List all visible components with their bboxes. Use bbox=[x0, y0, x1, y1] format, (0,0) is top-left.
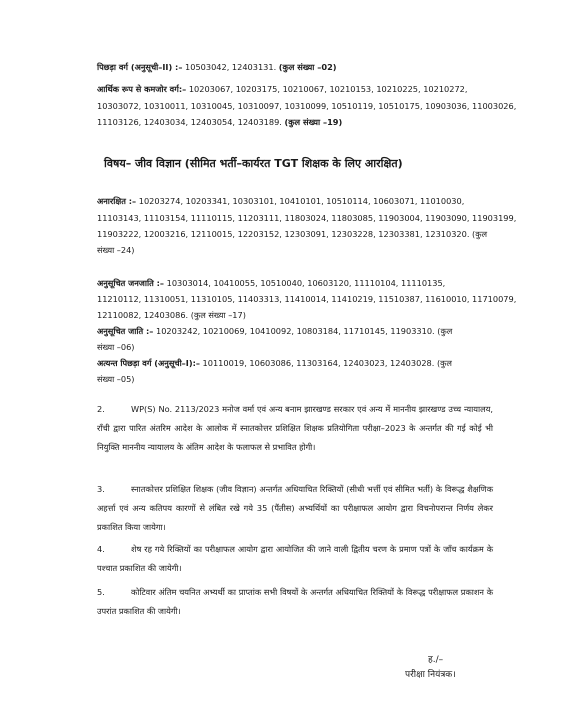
st-codes-1: 10303014, 10410055, 10510040, 10603120, 11110104, 11110135, bbox=[166, 278, 446, 288]
backward-i-line-1 bbox=[97, 358, 452, 369]
sc-label: अनुसूचित जाति :– bbox=[97, 326, 154, 336]
paragraph-3-text: स्नातकोत्तर प्रशिक्षित शिक्षक (जीव विज्ञान) अन्तर्गत अधियाचित रिक्तियों (सीधी भर्त्ती एवं सीमित भर्ती) के विरूद्ध शैक्षणिक अहर्त्ता एवं अन्य कतिपय कारणों से लंबित रखे गये 35 (पैंतीस) अभ्यर्थियों का परीक्षाफल आयोग द्वारा विचनोपरान्त निर्णय लेकर प्रकाशित किया जायेगा। bbox=[97, 484, 493, 532]
paragraph-4-number: 4. bbox=[97, 544, 105, 554]
paragraph-5-number: 5. bbox=[97, 587, 105, 597]
paragraph-5-text: कोटिवार अंतिम चयनित अभ्यर्थी का प्राप्तांक सभी विषयों के अन्तर्गत अधियाचित रिक्तियों के विरूद्ध परीक्षाफल प्रकाशन के उपरांत प्रकाशित की जायेगी। bbox=[97, 587, 493, 616]
sc-codes-1: 10203242, 10210069, 10410092, 10803184, 11710145, 11903310. (कुल bbox=[155, 326, 453, 336]
backward-ii-codes: 10503042, 12403131. bbox=[185, 62, 277, 72]
signature-sd: ह./– bbox=[428, 655, 444, 665]
unreserved-line-3: 11903222, 12003216, 12110015, 12203152, 12303091, 12303228, 12303381, 12310320. (कुल bbox=[97, 229, 488, 239]
st-line-3: 12110082, 12403086. (कुल संख्या –17) bbox=[97, 310, 246, 320]
st-line-1 bbox=[97, 278, 445, 289]
subject-heading: विषय– जीव विज्ञान (सीमित भर्ती–कार्यरत TGT शिक्षक के लिए आरक्षित) bbox=[104, 157, 403, 170]
ews-count: (कुल संख्या –19) bbox=[284, 117, 343, 127]
backward-ii-label: पिछड़ा वर्ग (अनुसूची–II) :– bbox=[97, 62, 183, 72]
st-line-2: 11210112, 11310051, 11310105, 11403313, 11410014, 11410219, 11510387, 11610010, 11710079, bbox=[97, 294, 517, 304]
unreserved-label: अनारक्षित :– bbox=[97, 196, 137, 206]
sc-line-1 bbox=[97, 326, 452, 337]
paragraph-2-number: 2. bbox=[97, 404, 105, 414]
ews-codes-3: 11103126, 12403034, 12403054, 12403189. bbox=[97, 117, 282, 127]
ews-line-1 bbox=[97, 84, 468, 95]
backward-i-label: अत्यन्त पिछड़ा वर्ग (अनुसूची–I):– bbox=[97, 358, 200, 368]
ews-codes-1: 10203067, 10203175, 10210067, 10210153, 10210225, 10210272, bbox=[188, 84, 468, 94]
paragraph-3-number: 3. bbox=[97, 484, 105, 494]
paragraph-5 bbox=[97, 583, 493, 621]
backward-ii-count: (कुल संख्या –02) bbox=[278, 62, 337, 72]
ews-label: आर्थिक रूप से कमजोर वर्ग:– bbox=[97, 84, 187, 94]
ews-line-3 bbox=[97, 117, 342, 128]
unreserved-line-1 bbox=[97, 196, 464, 207]
signature-designation: परीक्षा नियंत्रक। bbox=[405, 670, 456, 680]
unreserved-codes-1: 10203274, 10203341, 10303101, 10410101, 10510114, 10603071, 11010030, bbox=[138, 196, 465, 206]
paragraph-4-text: शेष रह गये रिक्तियों का परीक्षाफल आयोग द्वारा आयोजित की जाने वाली द्वितीय चरण के प्रमाण पत्रों के जाँच कार्यक्रम के पश्चात प्रकाशित की जायेगी। bbox=[97, 544, 493, 573]
st-label: अनुसूचित जनजाति :– bbox=[97, 278, 164, 288]
unreserved-line-2: 11103143, 11103154, 11110115, 11203111, 11803024, 11803085, 11903004, 11903090, 11903199, bbox=[97, 213, 517, 223]
backward-ii-line bbox=[97, 62, 337, 73]
sc-line-2: संख्या –06) bbox=[97, 342, 135, 352]
ews-line-2: 10303072, 10310011, 10310045, 10310097, 10310099, 10510119, 10510175, 10903036, 11003026, bbox=[97, 101, 517, 111]
paragraph-3 bbox=[97, 480, 493, 537]
backward-i-line-2: संख्या –05) bbox=[97, 374, 135, 384]
backward-i-codes-1: 10110019, 10603086, 11303164, 12403023, 12403028. (कुल bbox=[202, 358, 452, 368]
paragraph-2 bbox=[97, 400, 493, 457]
paragraph-2-text: WP(S) No. 2113/2023 मनोज वर्मा एवं अन्य बनाम झारखण्ड सरकार एवं अन्य में माननीय झारखण्ड उच्च न्यायालय, राँची द्वारा पारित अंतरिम आदेश के आलोक में स्नातकोत्तर प्रशिक्षित शिक्षक प्रतियोगिता परीक्षा–2023 के अन्तर्गत की गई कोई भी नियुक्ति माननीय न्यायालय के अंतिम आदेश के फलाफल से प्रभावित होगी। bbox=[97, 404, 493, 452]
unreserved-line-4: संख्या –24) bbox=[97, 245, 135, 255]
paragraph-4 bbox=[97, 540, 493, 578]
